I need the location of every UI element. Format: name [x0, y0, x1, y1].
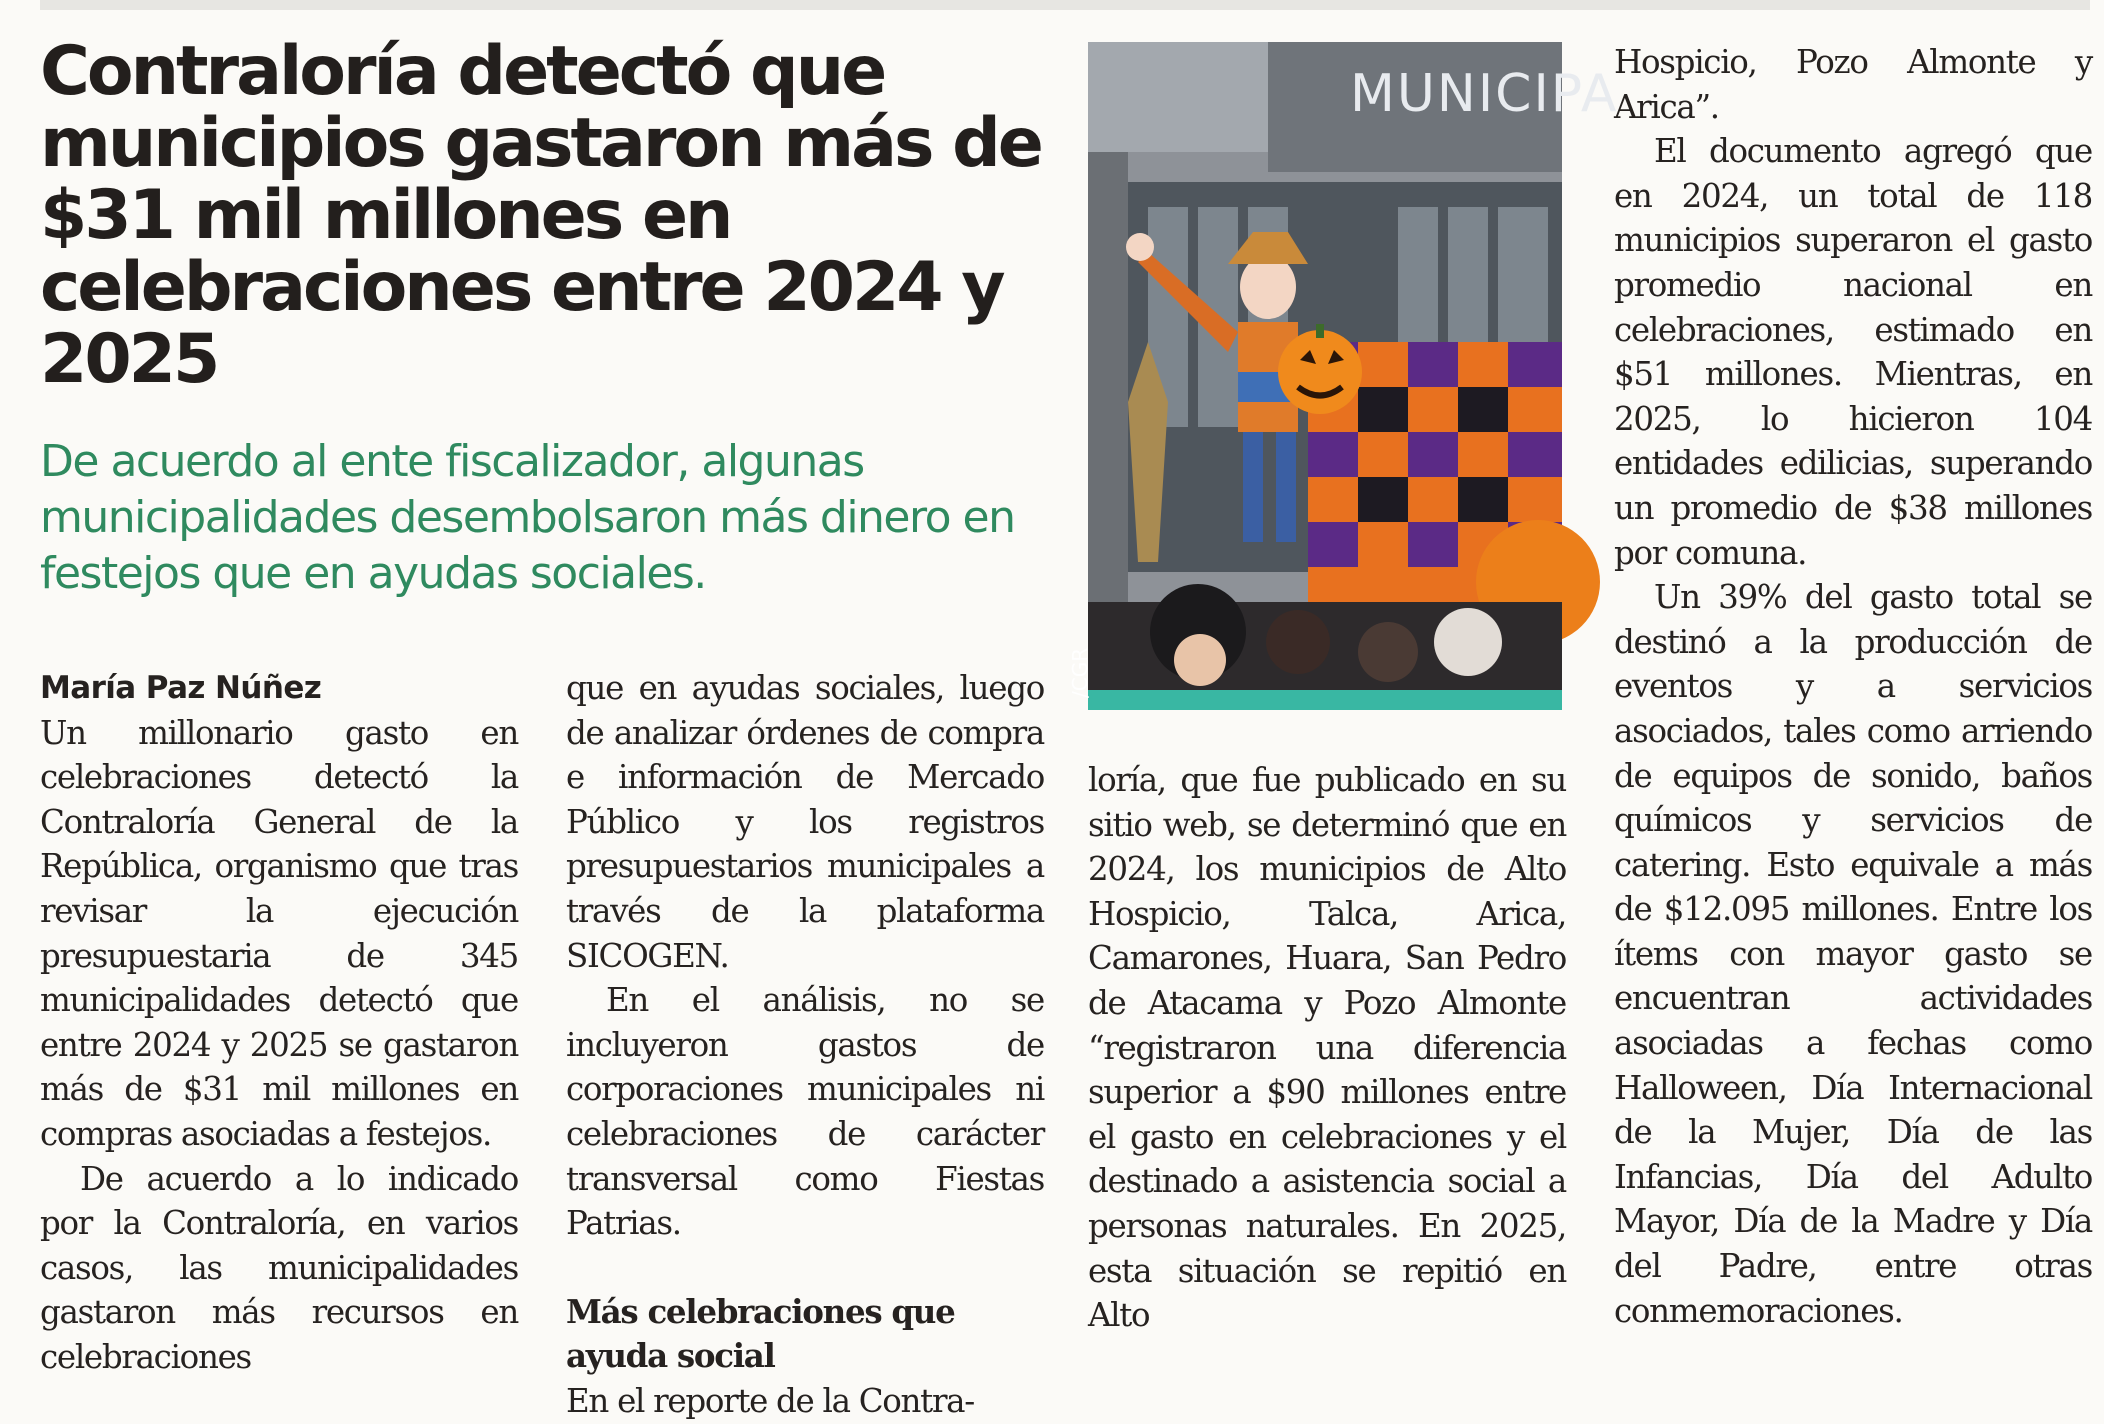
- paragraph-5: El documento agregó que en 2024, un total de 118 municipios superaron el gasto promedio nacional en celebraciones, estimado en $51 millones. Mientras, en 2025, lo hicieron 104 entidades edilicias, superando un promedio de $38 millones por comuna.: [1614, 132, 2092, 572]
- paragraph-3: En el análisis, no se incluyeron gastos de corporaciones municipales ni celebraciones de carácter transversal como Fiestas Patrias.: [566, 981, 1044, 1243]
- section-subhead: Más celebraciones que ayuda social: [566, 1291, 955, 1376]
- article-photo: [1068, 42, 1619, 710]
- paragraph-6: Un 39% del gasto total se destinó a la producción de eventos y a servicios asociados, tales como arriendo de equipos de sonido, baños químicos y servicios de catering. Esto equivale a más de $12.095 millones. Entre los ítems con mayor gasto se encuentran actividades asociadas a fechas como Halloween, Día Internacional de la Mujer, Día de las Infancias, Día del Adulto Mayor, Día de la Madre y Día del Padre, entre otras conmemoraciones.: [1614, 578, 2092, 1330]
- paragraph-4-end: Hospicio, Pozo Almonte y Arica”.: [1614, 43, 2092, 126]
- paragraph-1: Un millonario gasto en celebraciones detectó la Contraloría General de la República, organismo que tras revisar la ejecución presupuestaria de 345 municipalidades detectó que entre 2024 y 2025 se gastaron más de $31 mil millones en compras asociadas a festejos.: [40, 713, 518, 1153]
- paragraph-2: De acuerdo a lo indicado por la Contraloría, en varios casos, las municipalidades gastaron más recursos en celebraciones: [40, 1159, 518, 1376]
- column-4: [1614, 40, 2092, 1333]
- photo-sign-text: MUNICIPA: [1350, 64, 1619, 124]
- author-byline: María Paz Núñez: [40, 670, 322, 706]
- photo-illustration: [1088, 42, 1562, 710]
- column-3: [1088, 758, 1566, 1338]
- column-1: [40, 666, 518, 1376]
- headline: Contraloría detectó que municipios gastaron más de $31 mil millones en celebraciones entre 2024 y 2025: [40, 32, 1041, 399]
- paragraph-2-continued: que en ayudas sociales, luego de analizar órdenes de compra e información de Mercado Público y los registros presupuestarios municipales a través de la plataforma SICOGEN.: [566, 669, 1044, 975]
- paragraph-4-start: En el reporte de la Contra-: [566, 1381, 974, 1420]
- top-rule: [40, 0, 2090, 10]
- column-2: [566, 666, 1044, 1424]
- deck-subtitle: De acuerdo al ente fiscalizador, algunas municipalidades desembolsaron más dinero en festejos que en ayudas sociales.: [40, 436, 1015, 599]
- photo-credit: /CGR: [1068, 647, 1092, 698]
- paragraph-4-continued: loría, que fue publicado en su sitio web, se determinó que en 2024, los municipios de Alto Hospicio, Talca, Arica, Camarones, Huara, San Pedro de Atacama y Pozo Almonte “registraron una diferencia superior a $90 millones entre el gasto en celebraciones y el destinado a asistencia social a personas naturales. En 2025, esta situación se repitió en Alto: [1088, 761, 1566, 1335]
